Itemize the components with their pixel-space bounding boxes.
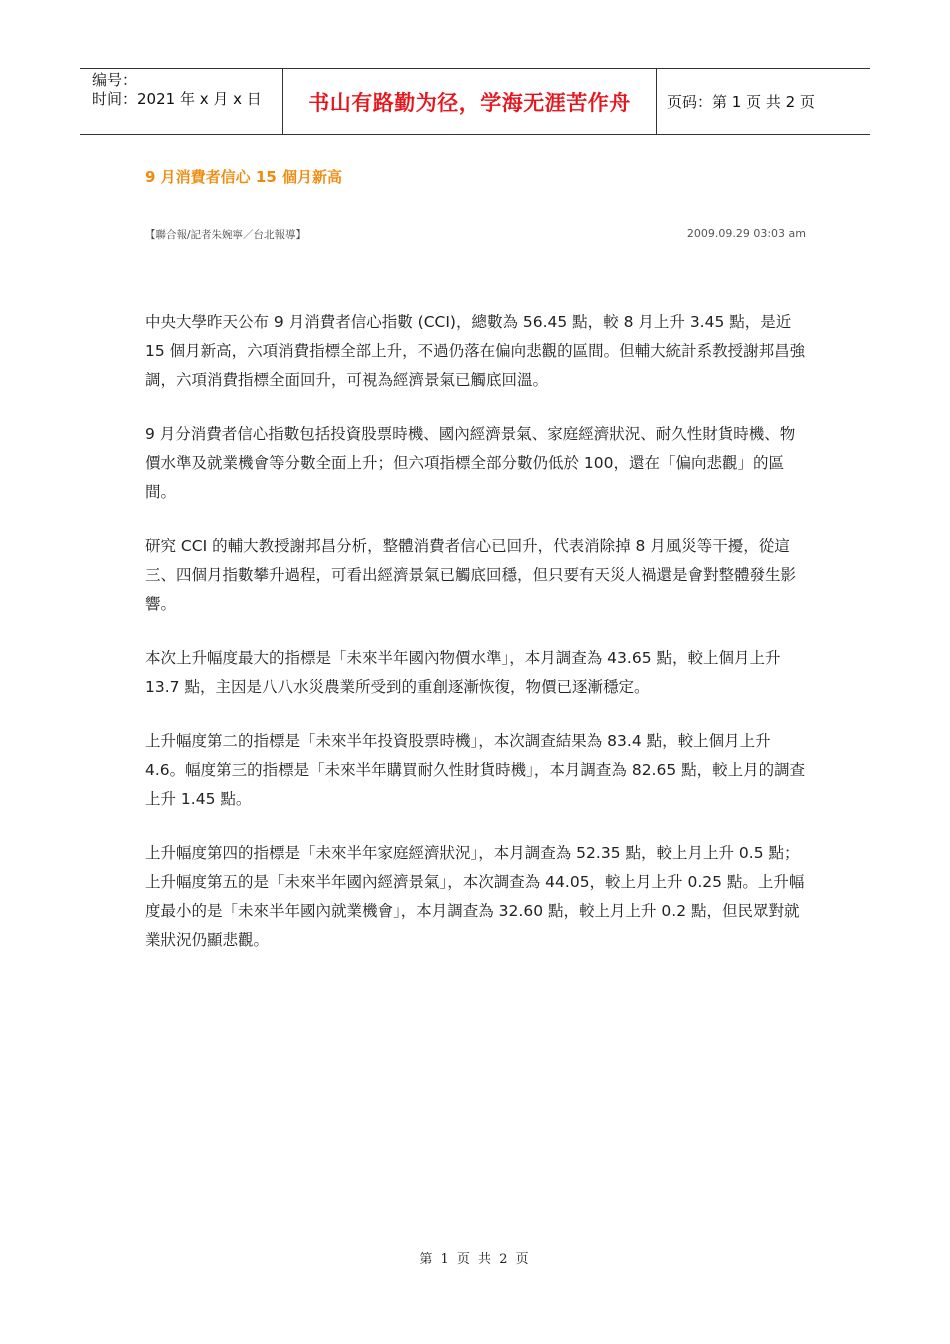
- header-info-cell: [80, 69, 282, 134]
- article-paragraph: 9 月分消費者信心指數包括投資股票時機、國內經濟景氣、家庭經濟狀況、耐久性財貨時機、物價水準及就業機會等分數全面上升；但六項指標全部分數仍低於 100，還在「偏向悲觀」的區間。: [145, 425, 796, 501]
- article-title: 9 月消費者信心 15 個月新高: [145, 168, 342, 186]
- article-body: [145, 308, 810, 980]
- header-motto: 书山有路勤为径，学海无涯苦作舟: [282, 69, 657, 134]
- article-paragraph: 上升幅度第二的指標是「未來半年投資股票時機」，本次調查結果為 83.4 點，較上個月上升 4.6。幅度第三的指標是「未來半年購買耐久性財貨時機」，本月調查為 82.65 點，較上月的調查上升 1.45 點。: [145, 732, 806, 808]
- article-byline: 【聯合報/記者朱婉寧／台北報導】: [145, 229, 307, 241]
- page-footer: 第 1 页 共 2 页: [419, 1252, 531, 1267]
- serial-label: 编号：: [92, 71, 138, 89]
- document-header: [80, 68, 870, 135]
- article-paragraph: 上升幅度第四的指標是「未來半年家庭經濟狀況」，本月調查為 52.35 點，較上月上升 0.5 點；上升幅度第五的是「未來半年國內經濟景氣」，本次調查為 44.05，較上月上升 0.25 點。上升幅度最小的是「未來半年國內就業機會」，本月調查為 32.60 點，較上月上升 0.2 點，但民眾對就業狀況仍顯悲觀。: [145, 844, 805, 949]
- article-paragraph: 中央大學昨天公布 9 月消費者信心指數 (CCI)，總數為 56.45 點，較 8 月上升 3.45 點，是近 15 個月新高，六項消費指標全部上升，不過仍落在偏向悲觀的區間。但輔大統計系教授謝邦昌強調，六項消費指標全面回升，可視為經濟景氣已觸底回溫。: [145, 313, 806, 389]
- article-date: 2009.09.29 03:03 am: [686, 227, 806, 240]
- article-paragraph: 研究 CCI 的輔大教授謝邦昌分析，整體消費者信心已回升，代表消除掉 8 月風災等干擾，從這三、四個月指數攀升過程，可看出經濟景氣已觸底回穩，但只要有天災人禍還是會對整體發生影響。: [145, 537, 797, 613]
- time-label: 时间：2021 年 x 月 x 日: [92, 90, 262, 108]
- header-page-info: 页码：第 1 页 共 2 页: [667, 93, 815, 111]
- article-paragraph: 本次上升幅度最大的指標是「未來半年國內物價水準」，本月調查為 43.65 點，較上個月上升 13.7 點，主因是八八水災農業所受到的重創逐漸恢復，物價已逐漸穩定。: [145, 649, 781, 696]
